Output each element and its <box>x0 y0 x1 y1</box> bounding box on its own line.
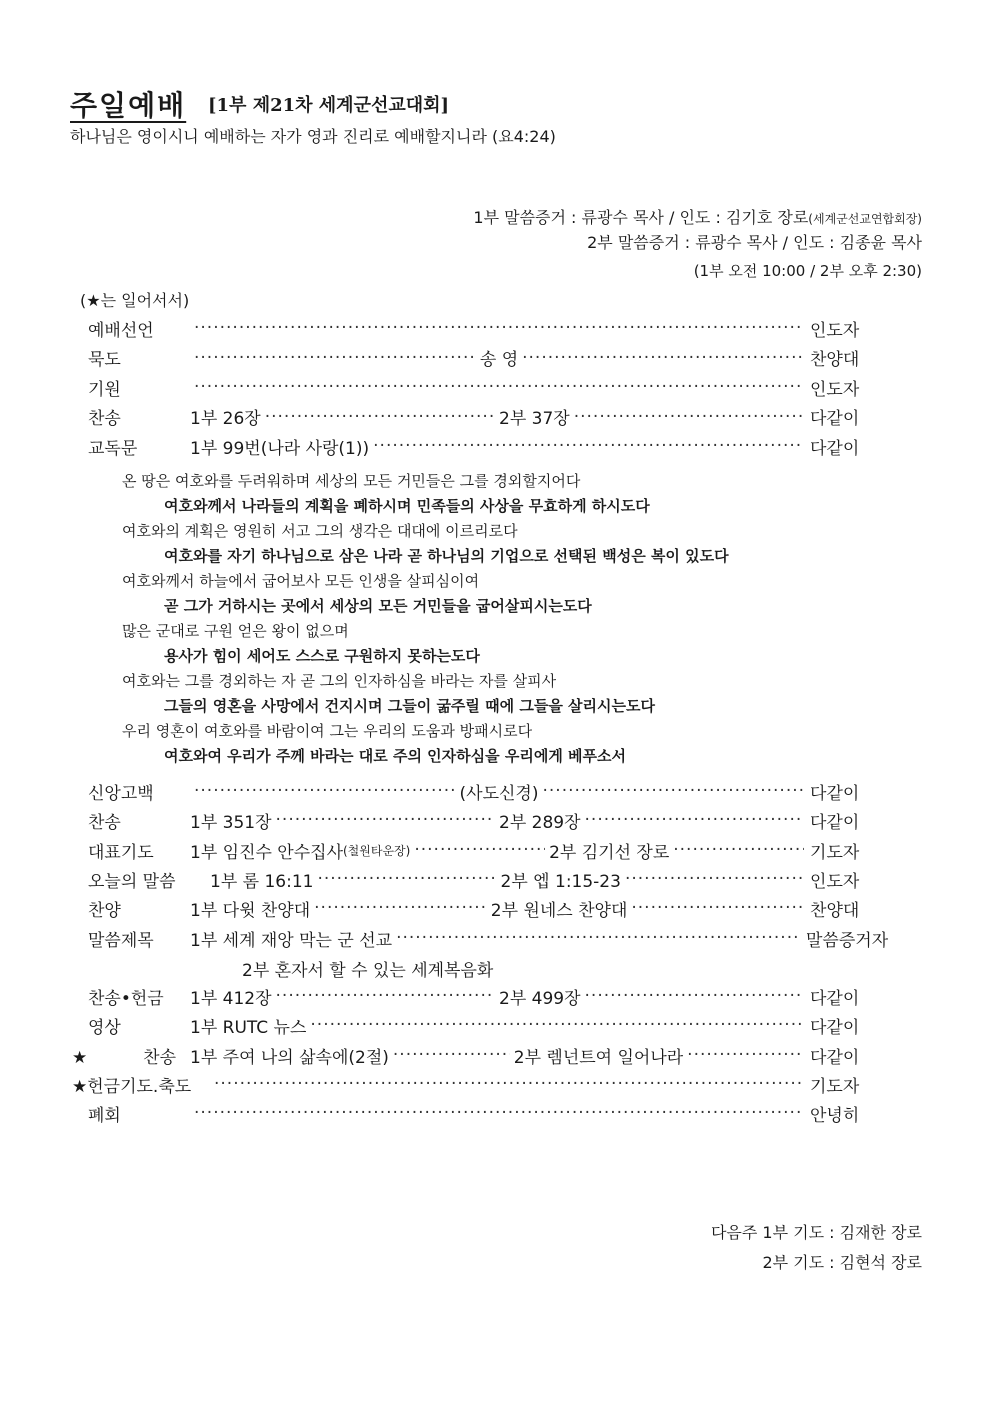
leader-dots <box>574 408 804 426</box>
leader-dots <box>194 378 804 396</box>
leader-dots <box>625 870 804 888</box>
order-detail: 2부 37장 <box>499 409 570 429</box>
reading-leader-line: 많은 군대로 구원 얻은 왕이 없으며 <box>122 622 349 640</box>
order-row <box>70 806 900 834</box>
order-responsible: 인도자 <box>810 320 860 341</box>
order-responsible: 다같이 <box>810 1047 860 1068</box>
leader-dots <box>393 1046 510 1064</box>
order-responsible: 안녕히 <box>810 1105 860 1126</box>
order-responsible: 다같이 <box>810 988 860 1009</box>
leader-dots <box>276 987 495 1005</box>
order-row <box>70 836 900 864</box>
order-detail: 1부 RUTC 뉴스 <box>190 1017 307 1038</box>
order-detail: 1부 351장 <box>190 812 272 833</box>
leader-dots <box>276 811 495 829</box>
leader-dots <box>317 870 496 888</box>
leader-dots <box>373 437 804 455</box>
leader-dots <box>194 319 804 337</box>
reading-congregation-line: 여호와여 우리가 주께 바라는 대로 주의 인자하심을 우리에게 베푸소서 <box>164 747 626 765</box>
order-label: 대표기도 <box>88 842 154 863</box>
order-label: 오늘의 말씀 <box>88 871 176 892</box>
reading-leader-line: 여호와는 그를 경외하는 자 곧 그의 인자하심을 바라는 자를 살피사 <box>122 672 557 690</box>
order-row <box>70 1011 900 1039</box>
order-row <box>70 1099 900 1127</box>
order-detail: 1부 롬 16:11 <box>210 871 314 892</box>
order-detail: 1부 세계 재앙 막는 군 선교 <box>190 930 393 951</box>
order-detail: 2부 김기선 장로 <box>549 842 670 863</box>
leader-dots <box>687 1046 804 1064</box>
leader-dots <box>673 841 804 859</box>
leader-dots <box>194 782 456 800</box>
order-label: 교독문 <box>88 438 138 459</box>
order-row <box>70 1070 900 1098</box>
order-detail: 2부 엡 1:15-23 <box>500 871 621 892</box>
leaders-line-2: 2부 말씀증거 : 류광수 목사 / 인도 : 김종윤 목사 <box>587 233 922 252</box>
order-row <box>70 894 900 922</box>
order-row <box>70 924 900 952</box>
order-row <box>70 314 900 342</box>
order-detail: 1부 99번(나라 사랑(1)) <box>190 438 370 459</box>
reading-congregation-line: 여호와를 자기 하나님으로 삼은 나라 곧 하나님의 기업으로 선택된 백성은 복이 있도다 <box>164 547 729 565</box>
leader-dots <box>631 899 804 917</box>
order-label: 찬송 <box>88 409 121 429</box>
stand-note: (★는 일어서서) <box>80 291 190 310</box>
theme-verse: 하나님은 영이시니 예배하는 자가 영과 진리로 예배할지니라 (요4:24) <box>70 127 556 146</box>
leader-dots <box>194 349 476 367</box>
leader-dots <box>585 987 804 1005</box>
order-detail: 2부 렘넌트여 일어나라 <box>513 1047 684 1068</box>
leader-dots <box>542 782 804 800</box>
order-responsible: 찬양대 <box>810 900 860 921</box>
order-detail: 1부 임진수 안수집사 <box>190 842 343 863</box>
order-row <box>70 432 900 460</box>
order-label: 예배선언 <box>88 320 154 341</box>
order-responsible: 기도자 <box>810 1076 860 1097</box>
order-responsible: 다같이 <box>810 812 860 833</box>
order-responsible: 인도자 <box>810 871 860 892</box>
order-responsible: 다같이 <box>810 409 860 429</box>
order-row <box>70 1041 900 1069</box>
order-row <box>70 865 900 893</box>
reading-leader-line: 온 땅은 여호와를 두려워하며 세상의 모든 거민들은 그를 경외할지어다 <box>122 472 581 490</box>
order-responsible: 찬양대 <box>810 350 860 370</box>
leader-dots <box>414 841 545 859</box>
order-detail-note: (철원타운장) <box>343 843 411 858</box>
order-detail: 1부 주여 나의 삶속에(2절) <box>190 1047 389 1068</box>
reading-leader-line: 여호와께서 하늘에서 굽어보사 모든 인생을 살피심이여 <box>122 572 480 590</box>
order-detail: 2부 499장 <box>499 988 581 1009</box>
order-label: 기원 <box>88 379 121 400</box>
order-detail: 송 영 <box>479 350 519 370</box>
order-responsible: 다같이 <box>810 783 860 804</box>
order-responsible: 다같이 <box>810 438 860 459</box>
leader-dots <box>522 349 804 367</box>
order-detail: 2부 289장 <box>499 812 581 833</box>
order-responsible: 기도자 <box>810 842 860 863</box>
leader-dots <box>310 1016 804 1034</box>
order-row <box>70 777 900 805</box>
order-detail: 1부 다윗 찬양대 <box>190 900 311 921</box>
order-label: ★찬송 <box>72 1047 176 1068</box>
reading-leader-line: 여호와의 계획은 영원히 서고 그의 생각은 대대에 이르리로다 <box>122 522 518 540</box>
order-detail: 1부 412장 <box>190 988 272 1009</box>
reading-congregation-line: 용사가 힘이 세어도 스스로 구원하지 못하는도다 <box>164 647 480 665</box>
order-label: ★헌금기도.축도 <box>72 1076 192 1097</box>
leader-dots <box>585 811 804 829</box>
reading-congregation-line: 여호와께서 나라들의 계획을 폐하시며 민족들의 사상을 무효하게 하시도다 <box>164 497 650 515</box>
sermon-title-part-2: 2부 혼자서 할 수 있는 세계복음화 <box>242 961 494 981</box>
order-row <box>70 373 900 401</box>
page-title: 주일예배 <box>70 89 187 122</box>
leader-dots <box>396 929 800 947</box>
service-times: (1부 오전 10:00 / 2부 오후 2:30) <box>693 262 922 280</box>
next-week-prayer-1: 다음주 1부 기도 : 김재한 장로 <box>710 1223 922 1242</box>
order-detail: 2부 원네스 찬양대 <box>490 900 628 921</box>
order-row <box>70 982 900 1010</box>
order-label: 찬송 <box>88 812 121 833</box>
order-row <box>70 344 900 372</box>
order-responsible: 다같이 <box>810 1017 860 1038</box>
order-label: 찬양 <box>88 900 121 921</box>
leader-dots <box>314 899 487 917</box>
order-detail: 1부 26장 <box>190 409 261 429</box>
leader-dots <box>214 1075 804 1093</box>
order-label: 신앙고백 <box>88 783 154 804</box>
page-subtitle: [1부 제21차 세계군선교대회] <box>208 95 450 116</box>
order-detail: (사도신경) <box>459 783 539 804</box>
order-responsible: 인도자 <box>810 379 860 400</box>
order-label: 말씀제목 <box>88 930 154 951</box>
reading-congregation-line: 곧 그가 거하시는 곳에서 세상의 모든 거민들을 굽어살피시는도다 <box>164 597 592 615</box>
next-week-prayer-2: 2부 기도 : 김현석 장로 <box>762 1253 922 1272</box>
leader-dots <box>194 1104 804 1122</box>
reading-congregation-line: 그들의 영혼을 사망에서 건지시며 그들이 굶주릴 때에 그들을 살리시는도다 <box>164 697 655 715</box>
order-label: 영상 <box>88 1017 121 1038</box>
leaders-line-1: 1부 말씀증거 : 류광수 목사 / 인도 : 김기호 장로(세계군선교연합회장) <box>473 208 922 227</box>
order-responsible: 말씀증거자 <box>806 930 889 951</box>
leader-dots <box>265 408 495 426</box>
order-label: 폐회 <box>88 1105 121 1126</box>
leader-affiliation: (세계군선교연합회장) <box>808 212 922 226</box>
order-label: 찬송•헌금 <box>88 988 164 1009</box>
order-label: 묵도 <box>88 350 121 370</box>
reading-leader-line: 우리 영혼이 여호와를 바람이여 그는 우리의 도움과 방패시로다 <box>122 722 533 740</box>
order-row <box>70 403 900 431</box>
